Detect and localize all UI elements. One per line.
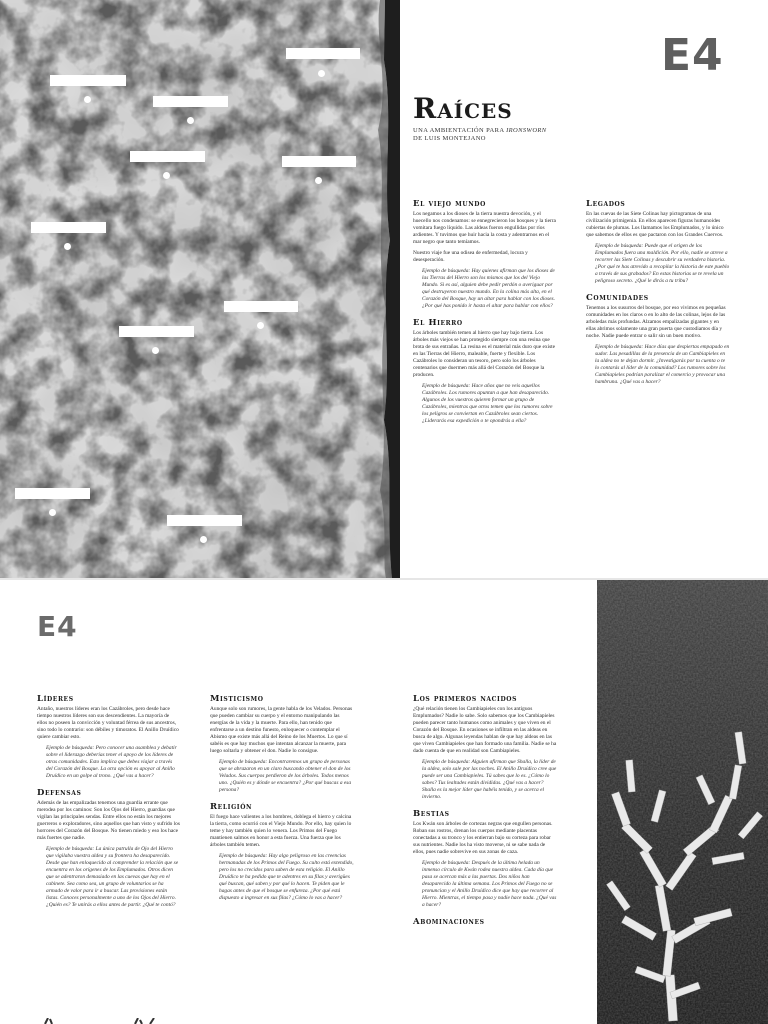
page-2 [0,580,768,1024]
tree-collage-image [597,580,768,1024]
example-quest: Ejemplo de búsqueda: Después de la última helada un inmenso círculo de Kwán rodea nuestra aldea. Cada día que pasa se acercan más a las puertas. Dos niños han desaparecido la última semana. Los Primos del Fuego no se pronuncian y el Anillo Druídico dice que hay que recorrer al Hierro. Mientras, el tiempo pasa y nadie hace nada. ¿Qué vas a hacer? [422,860,557,908]
section-los-primeros-nacidos [413,696,557,801]
paragraph: Nuestro viaje fue una odisea de enfermedad, locura y desesperación. [413,250,528,263]
paragraph: Aunque solo son rumores, la gente habla de los Velados. Personas que pueden cambiar su cuerpo y el entorno manipulando las energías de la vida y la muerte. Para ello, han tenido que enfrentarse a un destino funesto, enloquecer o contemplar el Abismo que existe más allá del Reino de los Muertos. Lo que sí sabéis es que hay muchos que intentan alcanzar la muerte, para luego soltarla y obtener el don. Nadie lo consigue. [210,706,353,754]
paragraph: Antaño, nuestros líderes eran los Cazábroles, pero desde hace tiempo nuestros líderes son sus descendientes. La mayoría de ellos no poseen la convicción y voluntad férrea de sus ancestros, sino todo lo contrario: son débiles y timoratos. El Anillo Druídico quiere cambiar esto. [37,706,179,740]
section-lideres [37,696,180,780]
example-quest: Ejemplo de búsqueda: Hay algo peligroso en las creencias hermanadas de los Primos del Fuego. Su culto está extendido, pero los no crecidos para saben de esta religión. El Anillo Druídico te ha pedido que te adentres en su filas y averigües qué buscan, qué saben y por qué lo hacen. Te piden que le hagas antes de que el bosque se enfureza. ¿Por qué está dispuesto a ingresar en sus filas? ¿Cómo lo vas a hacer? [219,853,354,901]
section-heading: Líderes [37,694,74,704]
map-label [15,488,90,499]
column-2 [586,201,730,396]
map-label [282,156,356,167]
section-bestias [413,811,557,909]
map-location-dot [315,177,322,184]
map-location-dot [64,243,71,250]
section-abominaciones [413,919,557,926]
paragraph: En las cuevas de las Siete Colinas hay pictogramas de una civilización primigenia. En ellos aparecen figuras humanoides cubiertas de plumas. Los llamamos los Emplumados, y lo único que sabemos de ellos es que pactaron con los Grandes Cuervos. [586,211,724,238]
paragraph: Además de las empalizadas tenemos una guardia errante que merodea por los caminos: Son los Ojos del Hierro, guardias que vigilan las principales sendas. Entre ellos no están los mejores guerreros o exploradores, sino aquellos que han visto y sufrido los horrores del Corazón del Bosque. No tienen miedo y eso los hace más fuertes que nadie. [37,800,180,841]
map-label [167,515,242,526]
section-el-hierro [413,320,556,425]
column-1 [37,696,180,919]
paragraph: El fuego hace valientes a los hombres, doblega el hierro y calcina la tierra, como ocurrió con el Viejo Mundo. Por ello, hay quien lo teme y hay también quien lo venera. Los Primos del Fuego mantienen salmos en honor a esta fuerza. Una fuerza que los árboles también temen. [210,814,352,848]
section-heading: Misticismo [210,694,264,704]
paragraph: Los árboles también temen al hierro que hay bajo tierra. Los árboles más viejos se han protegido siempre con una resina que brota de sus entrañas. La resina es el material más duro que existe en las Tierras del Hierro, maleable, fuerte y flexible. Los Cazábroles lo consideran un tesoro, pero solo los árboles centenarios que duermen más allá del Corazón del Bosque la producen. [413,330,556,378]
map-location-dot [152,347,159,354]
section-comunidades [586,295,730,386]
page-title: Raíces [413,92,513,125]
map-label [224,301,298,312]
section-defensas [37,790,180,909]
section-heading: Defensas [37,788,82,798]
section-heading: Comunidades [586,293,649,303]
map-label [31,222,106,233]
section-heading: El viejo mundo [413,199,486,209]
map-location-dot [163,172,170,179]
section-el-viejo-mundo [413,201,556,310]
section-legados [586,201,730,285]
paragraph: Los negamos a los dioses de la tierra nuestra devoción, y el huecello nos condenamos: se ennegrecieron los bosques y la tierra vomitara fuego líquido. Las aldeas fueron engullidas por ríos ardientes. Y tuvimos que huir hacia la costa y adentrarnos en el mar negro que tanto temíamos. [413,211,556,245]
map-label [50,75,126,86]
section-heading: Bestias [413,809,450,819]
chapter-badge: E4 [661,30,724,81]
map-location-dot [49,509,56,516]
section-heading: El Hierro [413,318,463,328]
column-1 [413,201,556,435]
map-location-dot [257,322,264,329]
map-label [119,326,194,337]
map-location-dot [200,536,207,543]
map-location-dot [187,117,194,124]
section-heading: Los primeros nacidos [413,694,518,704]
example-quest: Ejemplo de búsqueda: Puede que el origen de los Emplumados fuera una maldición. Por ello, nadie se atreve a recorrer las Siete Colinas y descubrir su verdadera historia. ¿Por qué te has atrevido a recopilar la historia de este pueblo a través de sus grabados? En estas historias se te revela un peligroso secreto. ¿Qué le dirás a tu tribu? [595,243,730,284]
map-label [130,151,205,162]
example-quest: Ejemplo de búsqueda: Hace días que despiertas empapado en sudor. Las pesadillas de la presencia de un Cambiapieles en la aldea no te dejan dormir. ¿Investigarás por tu cuenta o te lo contarás al líder de la comunidad? Los rumores sobre los Cambiapieles podrían paralizar el comercio y provocar una hambruna. ¿Qué vas a hacer? [595,344,730,385]
paragraph: Tenemos a los susurros del bosque, por eso vivimos en pequeñas comunidades en los claros o en lo alto de las colinas, lejos de las arboledas más profundas. Alzamos empalizadas gigantes y en ellas abrimos solamente una gran puerta que custodiamos día y noche. Nadie puede entrar o salir sin un buen motivo. [586,305,726,339]
column-3 [413,696,557,936]
section-heading: Legados [586,199,626,209]
map-label [286,48,360,59]
column-2 [210,696,355,912]
page-subtitle: UNA AMBIENTACIÓN PARA IRONSWORN DE LUIS MONTEJANO [413,127,547,142]
example-quest: Ejemplo de búsqueda: Pero conocer una asamblea y debatir sobre el liderazgo deberías tener el apoyo de los líderes de otras comunidades. Esto implica que debes viajar a través del Corazón del Bosque. La otra opción es apoyar al Anillo Druídico en un golpe al trono. ¿Qué vas a hacer? [46,745,177,779]
map-location-dot [84,96,91,103]
paragraph: ¿Qué relación tienen los Cambiapieles con los antiguos Emplumados? Nadie lo sabe. Solo sabemos que los Cambiapieles pueden parecer tanto humanos como animales y que viven en el Corazón del Bosque. En ocasiones se infiltran en las aldeas en busca de algo. Algunas leyendas hablan de que hay aldeas en las que viven Cambiapieles que han formado una familia. Nadie se ha dado cuenta de que en realidad son Cambiapieles. [413,706,557,754]
example-quest: Ejemplo de búsqueda: La única patrulla de Ojo del Hierro que vigilaba vuestra aldea y su frontera ha desaparecido. Desde que han enloquecido al comprender la relación que se encuentra en los orígenes de los Emplumados. Otros dicen que se adentraron demasiado en las cuevas que hay en el cabinete. Sea como sea, un grupo de voluntarios se ha armado de valor para ir a buscar. Las provisiones están listas. Conoces personalmente a uno de los Ojos del Hierro. ¿Quién es? Te unirás a ellos antes de partir. ¿Qué te contó? [46,846,179,908]
twig-decoration [40,1018,180,1024]
example-quest: Ejemplo de búsqueda: Hay quienes afirman que los dioses de las Tierras del Hierro son los mismos que los del Viejo Mundo. Si es así, alguien debe pedir perdón o averiguar por qué destruyeron nuestro mundo. En la colina más alta, en el Corazón del Bosque, hay un altar para hablar con los dioses. ¿Por qué has ponido ir hasta el altar para hablar con ellos? [422,268,555,309]
map-label [153,96,228,107]
map-location-dot [318,70,325,77]
section-misticismo [210,696,355,794]
section-heading: Religión [210,802,253,812]
paragraph: Los Kwán son árboles de cortezas negras que engullen personas. Roban sus rostros, drenan los cuerpos mediante placentas conectadas a su tronco y los entierran bajo su corteza para robar sus nutrientes. Nadie los ha visto moverse, ni se sabe nada de ellos, pues nadie sobrevive en sus zonas de caza. [413,821,553,855]
example-quest: Ejemplo de búsqueda: Hace años que no veis aquellos Cazábroles. Los rumores apuntan a que han desaparecido. Algunos de los vuestros quieren formar un grupo de Cazábroles, mientras que otros temen que los rumores sobre los peligros se conviertan en Cazábroles sean ciertos. ¿Liderarás esa expedición o te opondrás a ella? [422,383,553,424]
section-heading: Abominaciones [413,917,485,927]
chapter-badge: E4 [37,610,78,643]
example-quest: Ejemplo de búsqueda: Alguien afirman que Shalla, la líder de la aldea, solo sale por las noches. El Anillo Druídico cree que puede ser una Cambiapieles. Tú sabes que lo es. ¿Cómo lo sabes? Tus lealtades están divididas. ¿Qué vas a hacer? Shalla es la mejor líder que habéis tenido, y se acerca el invierno. [422,759,557,800]
example-quest: Ejemplo de búsqueda: Encontraremos un grupo de personas que se abrazaron en un claro buscando obtener el don de los Velados. Sus cuerpos perdieron de los árboles. Todos menos uno. ¿Quién es y dónde se encuentra? ¿Por qué buscas a esa persona? [219,759,352,793]
tree-collage-graphic [597,580,768,1024]
section-religion [210,804,355,902]
